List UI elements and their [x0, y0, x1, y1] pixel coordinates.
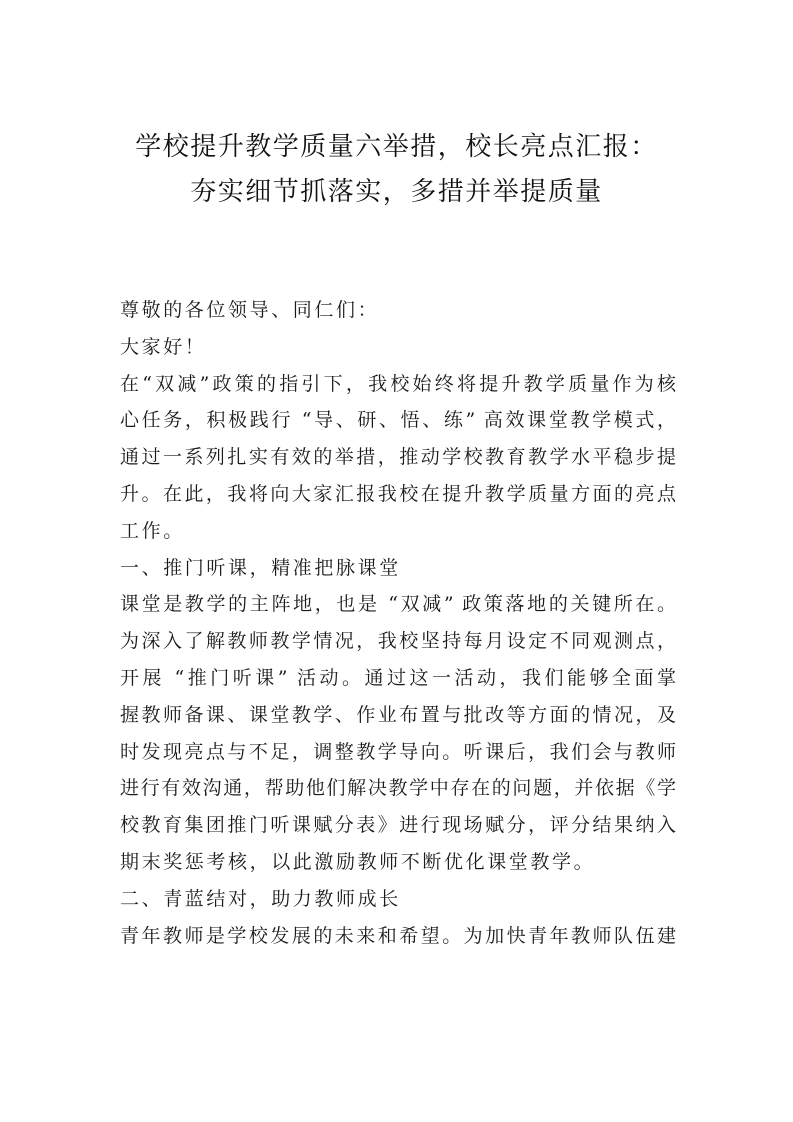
intro-line: 通过一系列扎实有效的举措，推动学校教育教学水平稳步提 [120, 446, 676, 469]
section-1-line: 开展 “推门听课” 活动。通过这一活动，我们能够全面掌 [120, 666, 676, 689]
section-1-line: 期末奖惩考核，以此激励教师不断优化课堂教学。 [120, 850, 596, 873]
document-body [120, 292, 676, 954]
section-1-line: 握教师备课、课堂教学、作业布置与批改等方面的情况，及 [120, 703, 676, 726]
section-1-line: 课堂是教学的主阵地，也是 “双减” 政策落地的关键所在。 [120, 593, 676, 616]
section-heading-1: 一、推门听课，精准把脉课堂 [120, 556, 401, 579]
intro-line: 心任务，积极践行 “导、研、悟、练” 高效课堂教学模式， [120, 409, 676, 432]
document-title-line-2: 夯实细节抓落实，多措并举提质量 [190, 177, 603, 207]
document-title-line-1: 学校提升教学质量六举措，校长亮点汇报： [135, 132, 658, 162]
intro-line: 工作。 [120, 519, 185, 542]
intro-line: 升。在此，我将向大家汇报我校在提升教学质量方面的亮点 [120, 482, 676, 505]
section-1-line: 进行有效沟通，帮助他们解决教学中存在的问题，并依据《学 [120, 777, 676, 800]
salutation: 大家好！ [120, 335, 207, 358]
intro-line: 在“双减”政策的指引下，我校始终将提升教学质量作为核 [120, 372, 676, 395]
section-heading-2: 二、青蓝结对，助力教师成长 [120, 887, 401, 910]
greeting: 尊敬的各位领导、同仁们： [120, 299, 380, 321]
section-1-line: 时发现亮点与不足，调整教学导向。听课后，我们会与教师 [120, 740, 676, 763]
section-1-line: 校教育集团推门听课赋分表》进行现场赋分，评分结果纳入 [120, 814, 676, 837]
section-1-line: 为深入了解教师教学情况，我校坚持每月设定不同观测点， [120, 630, 676, 653]
section-2-line: 青年教师是学校发展的未来和希望。为加快青年教师队伍建 [120, 924, 676, 947]
